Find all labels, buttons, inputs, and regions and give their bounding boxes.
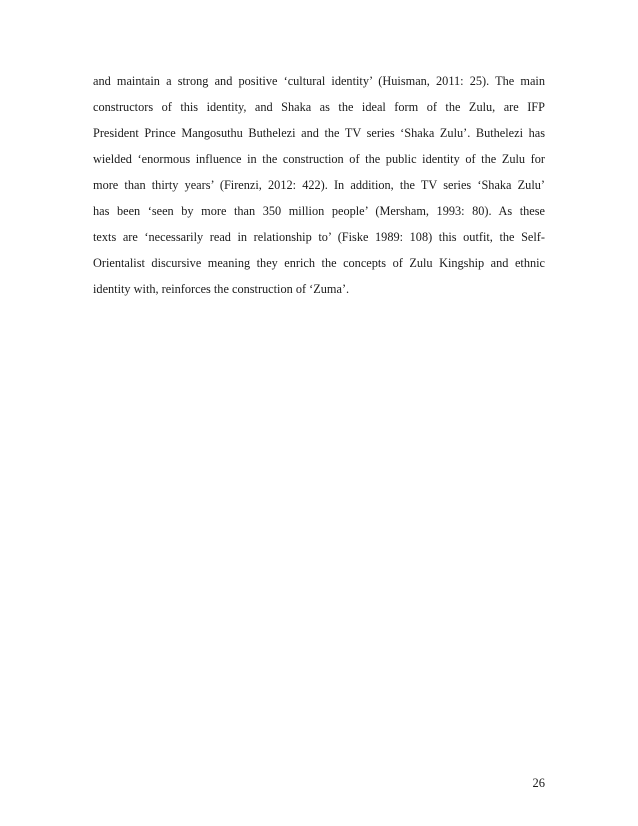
paragraph-line-4: wielded ‘enormous influence in the construction of the public identity of the Zulu for — [93, 152, 545, 166]
paragraph-line-2: constructors of this identity, and Shaka as the ideal form of the Zulu, are IFP — [93, 100, 545, 114]
paragraph-line-6: has been ‘seen by more than 350 million people’ (Mersham, 1993: 80). As these — [93, 204, 545, 218]
paragraph-line-3: President Prince Mangosuthu Buthelezi and the TV series ‘Shaka Zulu’. Buthelezi has — [93, 126, 545, 140]
paragraph-line-8: Orientalist discursive meaning they enrich the concepts of Zulu Kingship and ethnic — [93, 256, 545, 270]
page-number: 26 — [532, 776, 545, 790]
body-paragraph — [93, 68, 545, 302]
paragraph-line-7: texts are ‘necessarily read in relationship to’ (Fiske 1989: 108) this outfit, the Self- — [93, 230, 545, 244]
paragraph-line-1: and maintain a strong and positive ‘cultural identity’ (Huisman, 2011: 25). The main — [93, 74, 545, 88]
paragraph-line-5: more than thirty years’ (Firenzi, 2012: 422). In addition, the TV series ‘Shaka Zulu’ — [93, 178, 545, 192]
paragraph-line-9: identity with, reinforces the construction of ‘Zuma’. — [93, 282, 350, 296]
